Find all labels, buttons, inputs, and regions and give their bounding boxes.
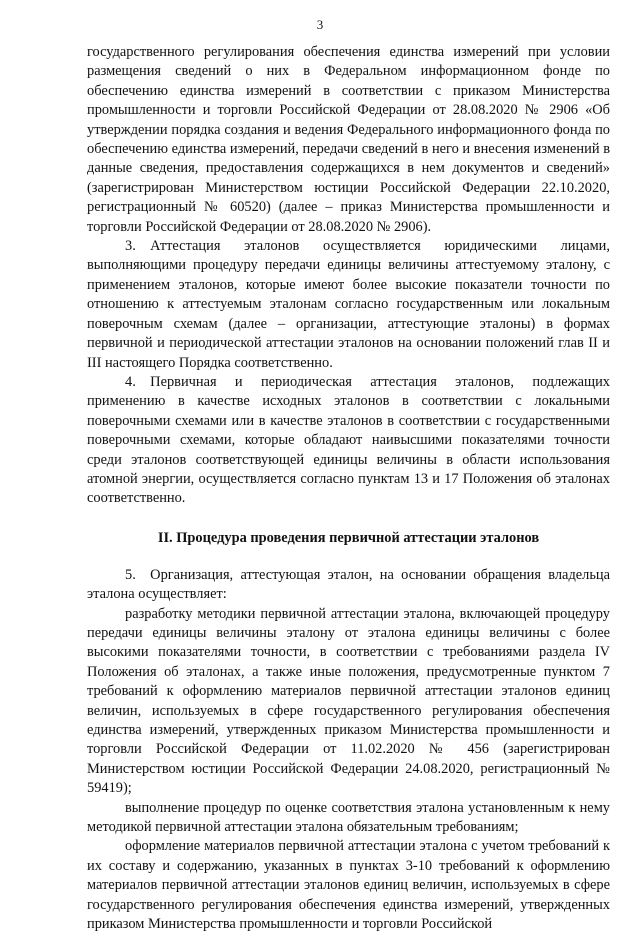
- paragraph: 3. Аттестация эталонов осуществляется юридическими лицами, выполняющими процедуру передачи единицы величины аттестуемому эталону, с применением эталонов, которые имеют более высокие показатели точности по отношению к аттестуемым эталонам согласно государственным или локальным поверочным схемам (далее – организации, аттестующие эталоны) в формах первичной и периодической аттестации эталонов на основании положений глав II и III настоящего Порядка соответственно.: [87, 238, 610, 371]
- document-body: [87, 43, 610, 934]
- section-heading: II. Процедура проведения первичной аттестации эталонов: [157, 529, 540, 546]
- paragraph: 4. Первичная и периодическая аттестация эталонов, подлежащих применению в качестве исходных эталонов в соответствии с локальными поверочными схемами или в качестве эталонов в соответствии с государственными поверочными схемами, которые обладают наивысшими показателями точности среди эталонов соответствующей единицы величины в области использования атомной энергии, осуществляется согласно пунктам 13 и 17 Положения об эталонах соответственно.: [87, 373, 610, 507]
- paragraph: государственного регулирования обеспечения единства измерений при условии размещения сведений о них в Федеральном информационном фонде по обеспечению единства измерений в соответствии с приказом Министерства промышленности и торговли Российской Федерации от 28.08.2020 № 2906 «Об утверждении порядка создания и ведения Федерального информационного фонда по обеспечению единства измерений, передачи сведений в него и внесения изменений в данные сведения, предоставления содержащихся в нем документов и сведений» (зарегистрирован Министерством юстиции Российской Федерации 22.10.2020, регистрационный № 60520) (далее – приказ Министерства промышленности и торговли Российской Федерации от 28.08.2020 № 2906).: [87, 44, 610, 235]
- paragraphs-before: [87, 43, 610, 509]
- paragraphs-after: [87, 566, 610, 934]
- page-number: 3: [316, 17, 324, 32]
- paragraph: выполнение процедур по оценке соответствия эталона установленным к нему методикой первичной аттестации эталона обязательным требованиям;: [87, 799, 610, 836]
- paragraph: разработку методики первичной аттестации эталона, включающей процедуру передачи единицы величины эталону от эталона единицы величины с более высокими показателями точности, в соответствии с требованиями раздела IV Положения об эталонах, а также иные положения, предусмотренные пунктом 7 требований к оформлению материалов первичной аттестации эталонов единиц величин, используемых в сфере государственного регулирования обеспечения единства измерений, утвержденных приказом Министерства промышленности и торговли Российской Федерации от 11.02.2020 № 456 (зарегистрирован Министерством юстиции Российской Федерации 24.08.2020, регистрационный № 59419);: [87, 605, 610, 797]
- paragraph: 5. Организация, аттестующая эталон, на основании обращения владельца эталона осуществляет:: [87, 566, 610, 603]
- paragraph: оформление материалов первичной аттестации эталона с учетом требований к их составу и содержанию, указанных в пунктах 3-10 требований к оформлению материалов первичной аттестации эталонов единиц величин, используемых в сфере государственного регулирования обеспечения единства измерений, утвержденных приказом Министерства промышленности и торговли Российской: [87, 838, 610, 933]
